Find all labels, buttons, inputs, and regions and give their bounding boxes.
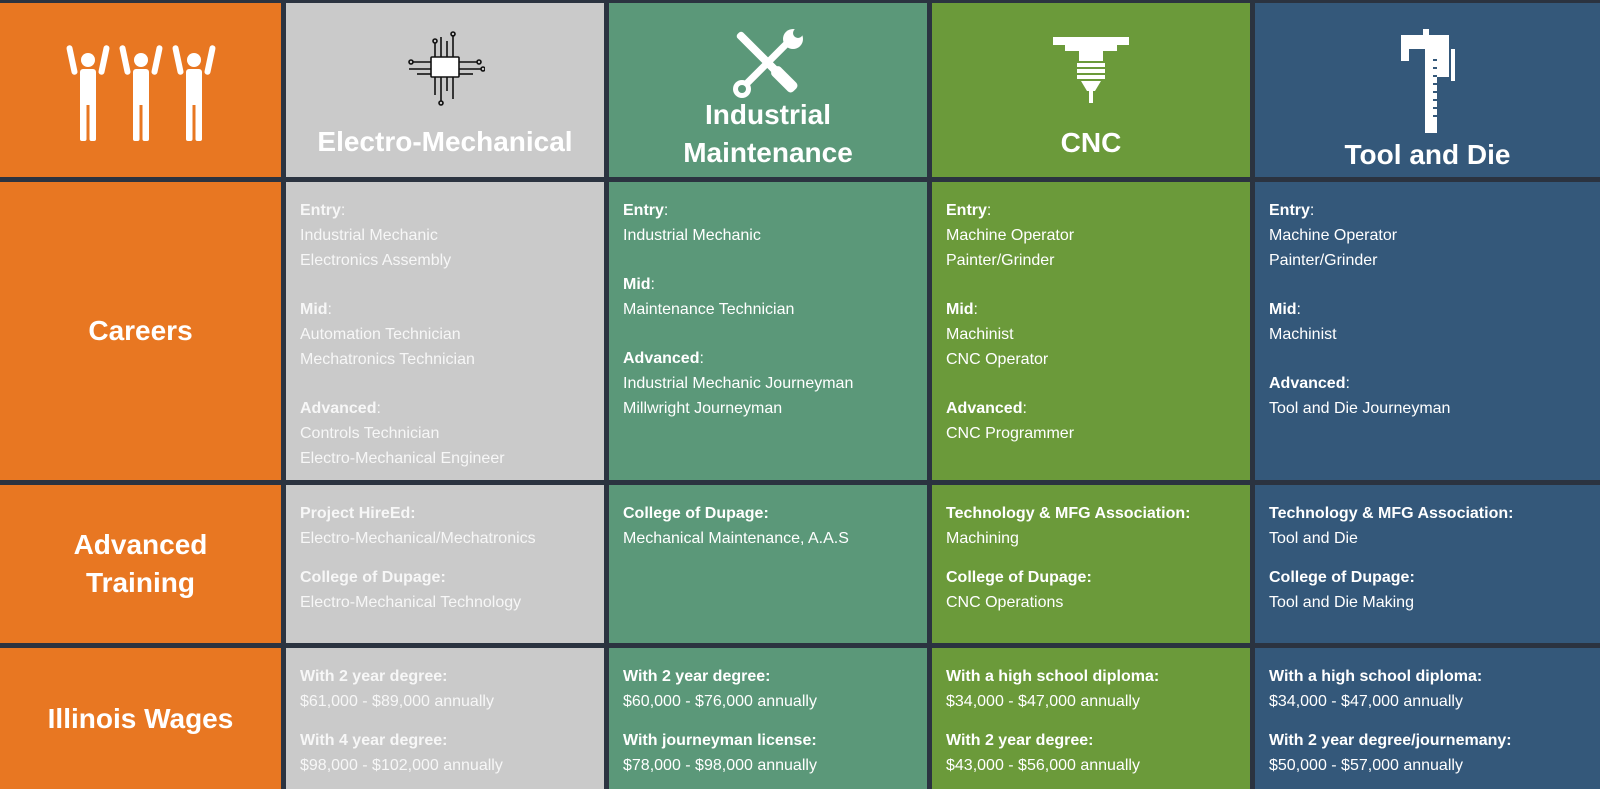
career-item: Industrial Mechanic bbox=[300, 227, 438, 244]
row-label-text: Careers bbox=[88, 315, 193, 347]
training-provider: Technology & MFG Association: bbox=[946, 505, 1191, 522]
wage-condition: With 2 year degree/journemany: bbox=[1269, 732, 1512, 749]
career-item: Automation Technician bbox=[300, 326, 461, 343]
wages-list bbox=[609, 648, 927, 778]
training-industrial-maintenance bbox=[609, 485, 927, 643]
training-tool-and-die bbox=[1255, 485, 1600, 643]
column-title bbox=[609, 96, 927, 172]
training-provider: College of Dupage: bbox=[623, 505, 769, 522]
career-item: Tool and Die Journeyman bbox=[1269, 400, 1451, 417]
training-program: Electro-Mechanical Technology bbox=[300, 594, 522, 611]
training-cnc bbox=[932, 485, 1250, 643]
wage-condition: With 2 year degree: bbox=[623, 668, 771, 685]
column-title-line2: Maintenance bbox=[683, 136, 853, 168]
wage-range: $50,000 - $57,000 annually bbox=[1269, 757, 1463, 774]
training-provider: Project HireEd: bbox=[300, 505, 416, 522]
wage-range: $43,000 - $56,000 annually bbox=[946, 757, 1140, 774]
wages-cnc bbox=[932, 648, 1250, 789]
level-head: Advanced bbox=[946, 400, 1023, 417]
level-head: Entry bbox=[623, 202, 664, 219]
career-item: Maintenance Technician bbox=[623, 301, 795, 318]
careers-industrial-maintenance bbox=[609, 182, 927, 480]
training-program: Machining bbox=[946, 530, 1019, 547]
level-head: Mid bbox=[946, 301, 974, 318]
career-item: Millwright Journeyman bbox=[623, 400, 783, 417]
level-head: Entry bbox=[1269, 202, 1310, 219]
level-head: Advanced bbox=[300, 400, 377, 417]
level-head: Mid bbox=[623, 276, 651, 293]
corner-cell bbox=[0, 3, 281, 177]
column-title: CNC bbox=[1060, 127, 1122, 158]
training-list bbox=[1255, 485, 1600, 615]
training-provider: Technology & MFG Association: bbox=[1269, 505, 1514, 522]
wrench-screwdriver-icon bbox=[609, 23, 927, 103]
career-item: Machine Operator bbox=[1269, 227, 1398, 244]
wages-electro-mechanical bbox=[286, 648, 604, 789]
training-program: Tool and Die bbox=[1269, 530, 1358, 547]
wage-condition: With 2 year degree: bbox=[946, 732, 1094, 749]
training-list bbox=[609, 485, 927, 551]
career-item: Machinist bbox=[946, 326, 1014, 343]
wages-industrial-maintenance bbox=[609, 648, 927, 789]
training-program: Mechanical Maintenance, A.A.S bbox=[623, 530, 849, 547]
wage-condition: With a high school diploma: bbox=[946, 668, 1160, 685]
wage-condition: With 4 year degree: bbox=[300, 732, 448, 749]
career-item: Painter/Grinder bbox=[946, 252, 1055, 269]
training-program: Tool and Die Making bbox=[1269, 594, 1414, 611]
level-head: Advanced bbox=[1269, 375, 1346, 392]
level-head: Mid bbox=[300, 301, 328, 318]
training-program: Electro-Mechanical/Mechatronics bbox=[300, 530, 536, 547]
wages-tool-and-die bbox=[1255, 648, 1600, 789]
career-item: CNC Programmer bbox=[946, 425, 1075, 442]
level-head: Advanced bbox=[623, 350, 700, 367]
careers-list: Entry: Machine Operator Painter/Grinder Mid: Machinist Advanced: Tool and Die Journeyman bbox=[1255, 182, 1600, 421]
people-cheering-icon bbox=[0, 43, 281, 143]
column-title: Electro-Mechanical bbox=[317, 126, 573, 157]
careers-list: Entry: Industrial Mechanic Electronics Assembly Mid: Automation Technician Mechatronics Technician Advanced: Controls Technician Electro-Mechanical Engineer bbox=[286, 182, 604, 471]
row-label-text: Advanced bbox=[73, 529, 208, 561]
training-provider: College of Dupage: bbox=[300, 569, 446, 586]
wage-condition: With a high school diploma: bbox=[1269, 668, 1483, 685]
wage-range: $98,000 - $102,000 annually bbox=[300, 757, 503, 774]
column-title-line1: Industrial bbox=[704, 99, 831, 130]
header-electro-mechanical bbox=[286, 3, 604, 177]
careers-list: Entry: Industrial Mechanic Mid: Maintenance Technician Advanced: Industrial Mechanic Journeyman Millwright Journeyman bbox=[609, 182, 927, 421]
career-item: Electronics Assembly bbox=[300, 252, 452, 269]
training-provider: College of Dupage: bbox=[1269, 569, 1415, 586]
level-head: Mid bbox=[1269, 301, 1297, 318]
career-item: Industrial Mechanic bbox=[623, 227, 761, 244]
row-label-advanced-training bbox=[0, 485, 281, 643]
wage-range: $61,000 - $89,000 annually bbox=[300, 693, 494, 710]
wages-list bbox=[932, 648, 1250, 778]
wages-list bbox=[286, 648, 604, 778]
row-label-illinois-wages bbox=[0, 648, 281, 789]
career-item: Machinist bbox=[1269, 326, 1337, 343]
row-label-text: Training bbox=[86, 567, 195, 598]
training-program: CNC Operations bbox=[946, 594, 1064, 611]
row-label-careers bbox=[0, 182, 281, 480]
training-electro-mechanical bbox=[286, 485, 604, 643]
row-label-text: Illinois Wages bbox=[47, 702, 234, 734]
training-provider: College of Dupage: bbox=[946, 569, 1092, 586]
training-list bbox=[932, 485, 1250, 615]
career-item: Electro-Mechanical Engineer bbox=[300, 450, 505, 467]
career-item: Painter/Grinder bbox=[1269, 252, 1378, 269]
column-title: Tool and Die bbox=[1344, 139, 1511, 170]
level-head: Entry bbox=[946, 202, 987, 219]
training-list bbox=[286, 485, 604, 615]
caliper-icon bbox=[1255, 29, 1600, 133]
career-item: CNC Operator bbox=[946, 351, 1049, 368]
wages-list bbox=[1255, 648, 1600, 778]
career-item: Controls Technician bbox=[300, 425, 440, 442]
wage-range: $60,000 - $76,000 annually bbox=[623, 693, 817, 710]
career-item: Machine Operator bbox=[946, 227, 1075, 244]
career-item: Industrial Mechanic Journeyman bbox=[623, 375, 854, 392]
wage-condition: With 2 year degree: bbox=[300, 668, 448, 685]
header-cnc bbox=[932, 3, 1250, 177]
wage-range: $34,000 - $47,000 annually bbox=[946, 693, 1140, 710]
careers-electro-mechanical bbox=[286, 182, 604, 480]
wage-condition: With journeyman license: bbox=[623, 732, 817, 749]
careers-cnc bbox=[932, 182, 1250, 480]
wage-range: $78,000 - $98,000 annually bbox=[623, 757, 817, 774]
career-item: Mechatronics Technician bbox=[300, 351, 475, 368]
careers-tool-and-die bbox=[1255, 182, 1600, 480]
wage-range: $34,000 - $47,000 annually bbox=[1269, 693, 1463, 710]
header-tool-and-die bbox=[1255, 3, 1600, 177]
careers-list: Entry: Machine Operator Painter/Grinder Mid: Machinist CNC Operator Advanced: CNC Programmer bbox=[932, 182, 1250, 446]
level-head: Entry bbox=[300, 202, 341, 219]
drill-press-icon bbox=[932, 37, 1250, 103]
circuit-chip-icon bbox=[286, 29, 604, 109]
header-industrial-maintenance bbox=[609, 3, 927, 177]
